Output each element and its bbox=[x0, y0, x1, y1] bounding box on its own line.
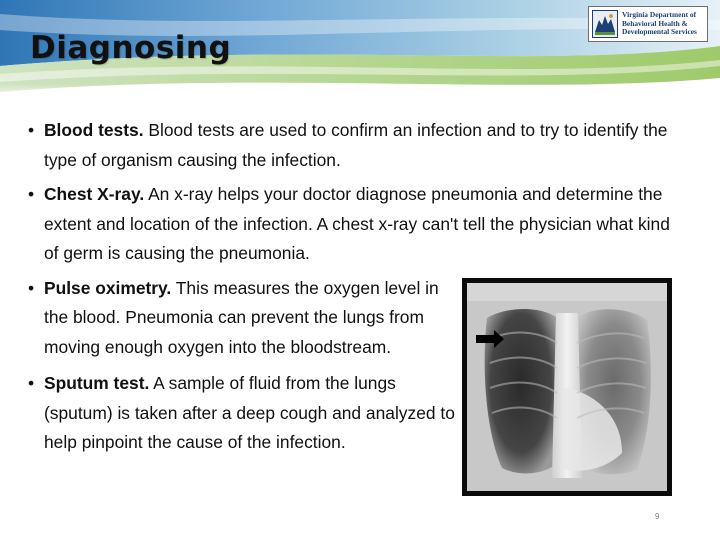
slide-title: Diagnosing bbox=[30, 30, 232, 66]
bullet-term: Pulse oximetry. bbox=[44, 277, 172, 298]
bullet-text: This measures the oxygen level in the blood. Pneumonia can prevent the lungs from moving enough oxygen into the bloodstream. bbox=[44, 277, 439, 357]
dbhds-logo bbox=[588, 6, 708, 42]
bullet-term: Blood tests. bbox=[44, 120, 144, 140]
bullet-text: An x-ray helps your doctor diagnose pneumonia and determine the extent and location of the infection. A chest x-ray can't tell the physician what kind of germ is causing the pneumonia. bbox=[44, 184, 670, 263]
virginia-seal-icon bbox=[592, 10, 618, 38]
logo-line: Developmental Services bbox=[622, 27, 697, 37]
logo-text bbox=[622, 11, 697, 37]
bullet-chest-xray bbox=[28, 180, 678, 269]
bullet-term: Sputum test. bbox=[44, 373, 150, 393]
bullet-term: Chest X-ray. bbox=[44, 184, 145, 204]
chest-xray-image bbox=[462, 278, 672, 496]
logo-line: Virginia Department of bbox=[622, 10, 697, 20]
bullet-blood-tests bbox=[28, 116, 678, 175]
logo-line: Behavioral Health & bbox=[622, 18, 688, 28]
bullet-text: Blood tests are used to confirm an infection and to try to identify the type of organism causing the infection. bbox=[44, 120, 668, 170]
bullet-sputum-test bbox=[28, 369, 464, 458]
page-number: 9 bbox=[655, 512, 660, 521]
bullet-pulse-oximetry bbox=[28, 274, 464, 363]
chest-xray-graphic bbox=[462, 278, 672, 496]
bullet-text: A sample of fluid from the lungs (sputum) is taken after a deep cough and analyzed to help pinpoint the cause of the infection. bbox=[44, 373, 455, 452]
